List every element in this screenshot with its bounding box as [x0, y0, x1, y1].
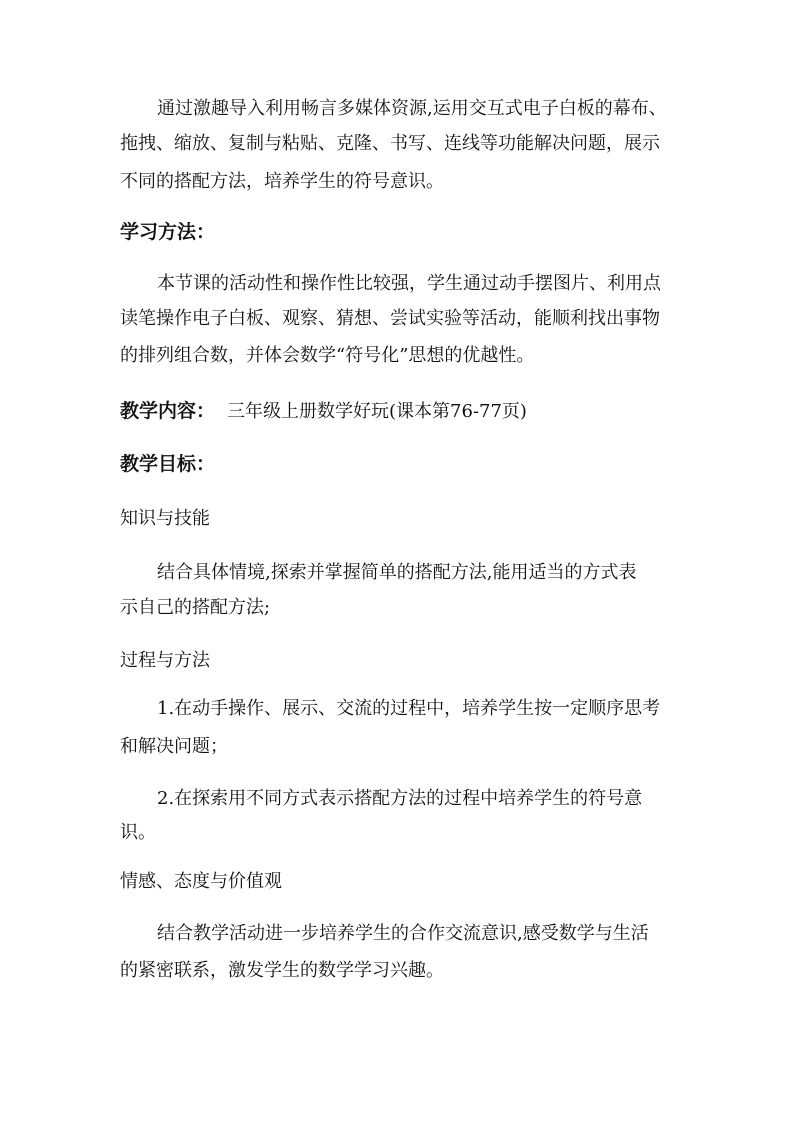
teaching-content-heading: 教学内容： [120, 400, 216, 422]
learning-method-line-2: 读笔操作电子白板、观察、猜想、尝试实验等活动，能顺利找出事物 [120, 308, 660, 329]
learning-method-line-1: 本节课的活动性和操作性比较强，学生通过动手摆图片、利用点 [157, 273, 661, 294]
process-item-1-line-2: 和解决问题； [120, 736, 228, 757]
knowledge-skill-line-1: 结合具体情境,探索并掌握简单的搭配方法,能用适当的方式表 [157, 562, 637, 583]
intro-line-1: 通过激趣导入利用畅言多媒体资源,运用交互式电子白板的幕布、 [157, 98, 667, 119]
knowledge-skill-title: 知识与技能 [120, 508, 210, 529]
process-item-2-line-2: 识。 [120, 822, 156, 843]
process-item-2-line-1: 2.在探索用不同方式表示搭配方法的过程中培养学生的符号意 [157, 788, 643, 809]
emotion-values-title: 情感、态度与价值观 [120, 871, 282, 892]
process-method-title: 过程与方法 [120, 650, 210, 671]
process-item-1-line-1: 1.在动手操作、展示、交流的过程中，培养学生按一定顺序思考 [157, 698, 661, 719]
teaching-goals-heading: 教学目标： [120, 453, 216, 475]
teaching-content-value: 三年级上册数学好玩(课本第76-77页) [227, 401, 527, 422]
emotion-values-line-1: 结合教学活动进一步培养学生的合作交流意识,感受数学与生活 [157, 923, 649, 944]
learning-method-heading: 学习方法： [120, 221, 216, 243]
teaching-content-row [120, 393, 690, 429]
knowledge-skill-line-2: 示自己的搭配方法; [120, 597, 271, 618]
intro-line-2: 拖拽、缩放、复制与粘贴、克隆、书写、连线等功能解决问题，展示 [120, 133, 660, 154]
learning-method-line-3: 的排列组合数，并体会数学“符号化”思想的优越性。 [120, 345, 535, 366]
intro-line-3: 不同的搭配方法，培养学生的符号意识。 [120, 171, 444, 192]
emotion-values-line-2: 的紧密联系，激发学生的数学学习兴趣。 [120, 960, 444, 981]
